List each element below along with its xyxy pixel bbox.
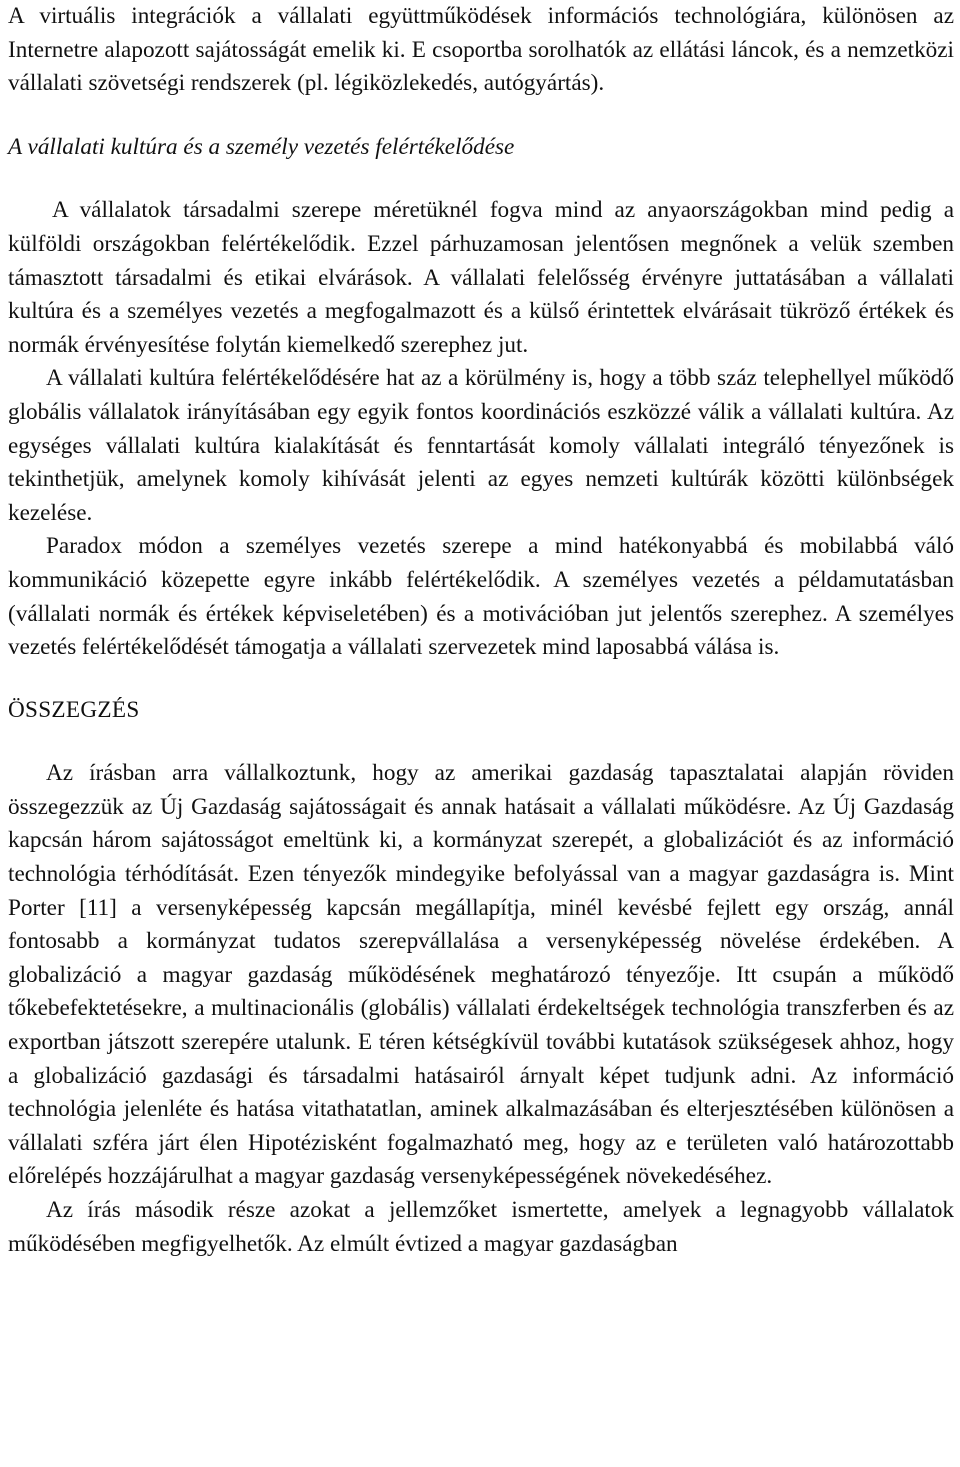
section-title-summary: ÖSSZEGZÉS <box>8 696 140 723</box>
document-page <box>8 0 954 1261</box>
paragraph-virtual-integration: A virtuális integrációk a vállalati együttműködések információs technológiára, különösen az Internetre alapozott sajátosságát emelik ki. E csoportba sorolhatók az ellátási láncok, és a nemzetközi vállalati szövetségi rendszerek (pl. légiközlekedés, autógyártás). <box>8 3 954 97</box>
subheading-culture-leadership: A vállalati kultúra és a személy vezetés felértékelődése <box>8 133 515 160</box>
paragraph-social-role: A vállalatok társadalmi szerepe méretüknél fogva mind az anyaországokban mind pedig a külföldi országokban felértékelődik. Ezzel párhuzamosan jelentősen megnőnek a velük szemben támasztott társadalmi és etikai elvárások. A vállalati felelősség érvényre juttatásában a vállalati kultúra és a személyes vezetés a megfogalmazott és a külső érintettek elvárásait tükröző értékek és normák érvényesítése folytán kiemelkedő szerephez jut. <box>8 197 954 358</box>
paragraph-summary-main: Az írásban arra vállalkoztunk, hogy az amerikai gazdaság tapasztalatai alapján röviden összegezzük az Új Gazdaság sajátosságait és annak hatásait a vállalati működésre. Az Új Gazdaság kapcsán három sajátosságot emeltünk ki, a kormányzat szerepét, a globalizációt és az információ technológia térhódítását. Ezen tényezők mindegyike befolyással van a magyar gazdaságra is. Mint Porter [11] a versenyképesség kapcsán megállapítja, minél kevésbé fejlett egy ország, annál fontosabb a kormányzat tudatos szerepvállalása a versenyképesség növelése érdekében. A globalizáció a magyar gazdaság működésének meghatározó tényezője. Itt csupán a működő tőkebefektetésekre, a multinacionális (globális) vállalati érdekeltségek technológia transzferben és az exportban játszott szerepére utalunk. E téren kétségkívül további kutatások szükségesek ahhoz, hogy a globalizáció gazdasági és társadalmi hatásairól árnyalt képet tudjunk adni. Az információ technológia jelenléte és hatása vitathatatlan, aminek alkalmazásában és elterjesztésében különösen a vállalati szféra járt élen Hipotézisként fogalmazható meg, hogy az e területen való határozottabb előrelépés hozzájárulhat a magyar gazdaság versenyképességének növekedéséhez. <box>8 760 954 1190</box>
paragraph-corporate-culture: A vállalati kultúra felértékelődésére hat az a körülmény is, hogy a több száz telephellyel működő globális vállalatok irányításában egy egyik fontos koordinációs eszközzé válik a vállalati kultúra. Az egységes vállalati kultúra kialakítását és fenntartását komoly vállalati integráló tényezőnek is tekinthetjük, amelynek komoly kihívását jelenti az egyes nemzeti kultúrák közötti különbségek kezelése. <box>8 365 954 526</box>
paragraph-summary-second-part: Az írás második része azokat a jellemzőket ismertette, amelyek a legnagyobb vállalatok működésében megfigyelhetők. Az elmúlt évtized a magyar gazdaságban <box>8 1197 954 1257</box>
paragraph-personal-leadership: Paradox módon a személyes vezetés szerepe a mind hatékonyabbá és mobilabbá váló kommunikáció közepette egyre inkább felértékelődik. A személyes vezetés a példamutatásban (vállalati normák és értékek képviseletében) és a motivációban jut jelentős szerephez. A személyes vezetés felértékelődését támogatja a vállalati szervezetek mind laposabbá válása is. <box>8 533 954 661</box>
